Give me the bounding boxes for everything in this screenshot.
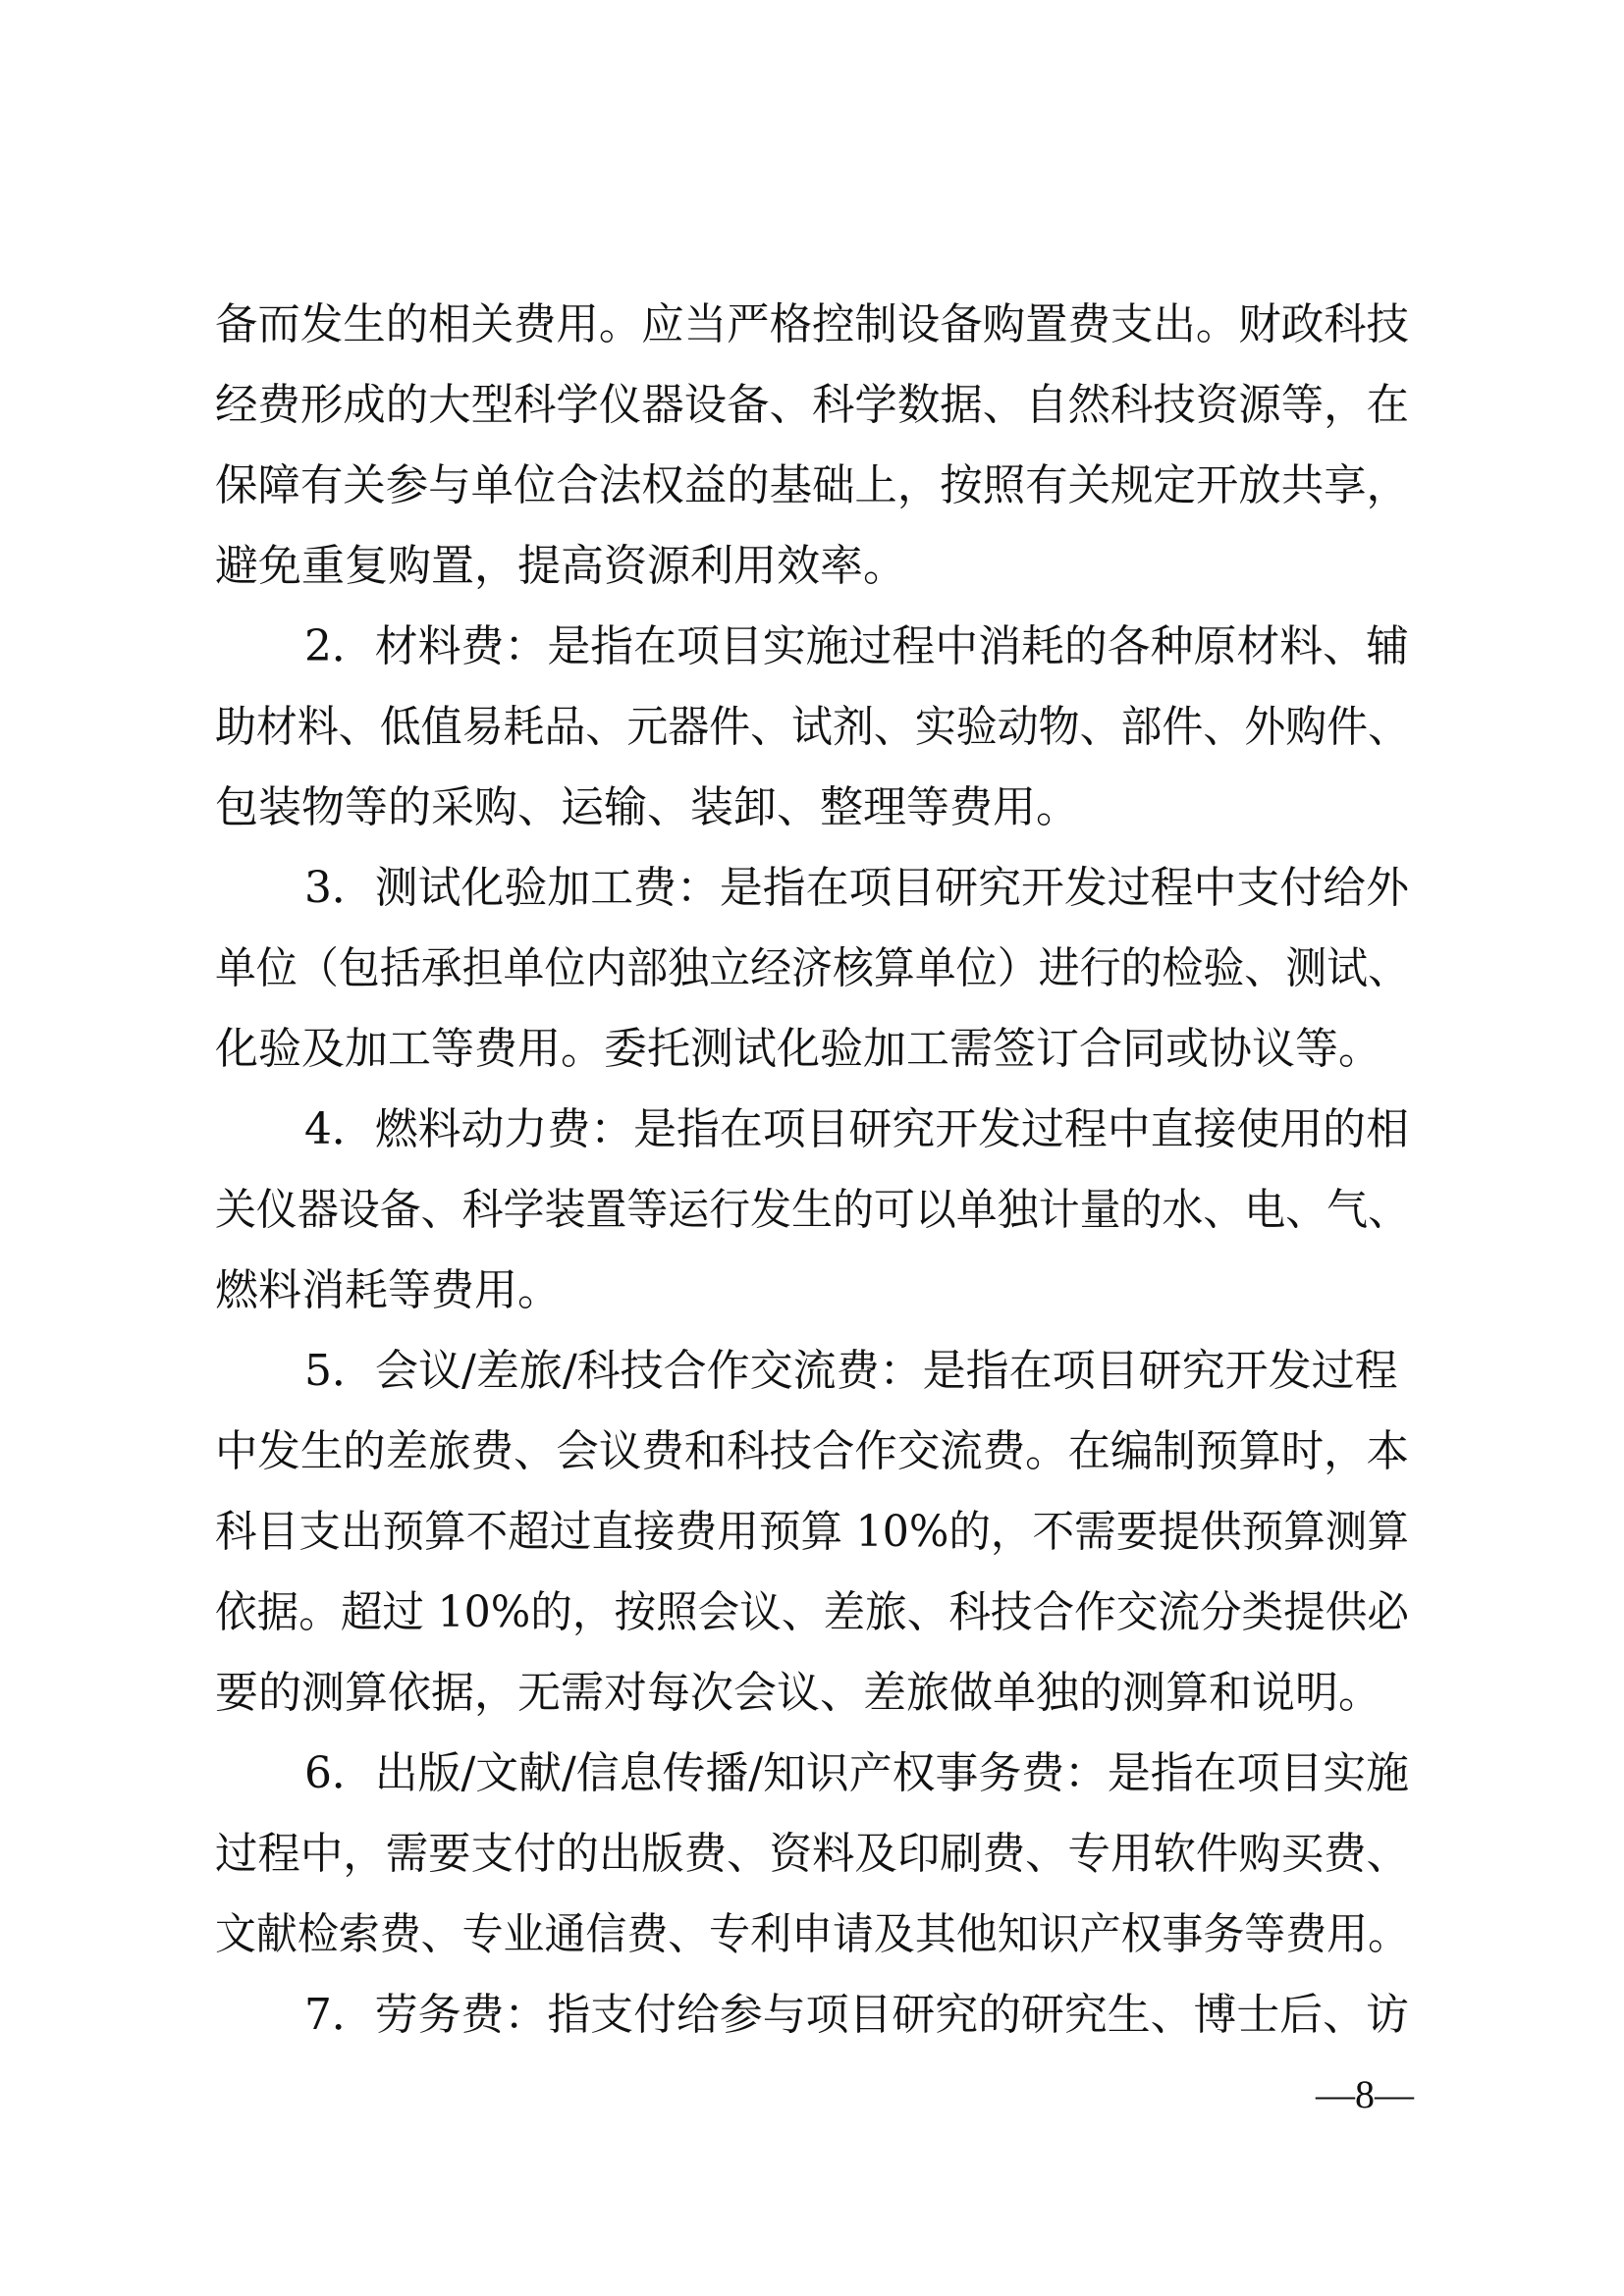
text-line-content: 避免重复购置，提高资源利用效率。 bbox=[215, 541, 906, 591]
text-line bbox=[0, 1493, 1624, 1572]
text-line-content: 6．出版/文献/信息传播/知识产权事务费：是指在项目实施 bbox=[304, 1748, 1409, 1798]
text-line-content: 过程中，需要支付的出版费、资料及印刷费、专用软件购买费、 bbox=[215, 1829, 1409, 1879]
text-line bbox=[0, 1815, 1624, 1894]
text-line-content: 文献检索费、专业通信费、专利申请及其他知识产权事务等费用。 bbox=[215, 1909, 1410, 1959]
text-line bbox=[0, 1010, 1624, 1089]
text-line bbox=[0, 1091, 1624, 1169]
text-line bbox=[0, 930, 1624, 1008]
text-line bbox=[0, 1413, 1624, 1491]
text-line-content: 中发生的差旅费、会议费和科技合作交流费。在编制预算时，本 bbox=[215, 1426, 1409, 1476]
text-line bbox=[0, 849, 1624, 928]
text-line-content: 关仪器设备、科学装置等运行发生的可以单独计量的水、电、气、 bbox=[215, 1185, 1410, 1235]
text-line-content: 备而发生的相关费用。应当严格控制设备购置费支出。财政科技 bbox=[215, 299, 1409, 349]
text-line-content: 化验及加工等费用。委托测试化验加工需签订合同或协议等。 bbox=[215, 1024, 1381, 1074]
text-line-content: 单位（包括承担单位内部独立经济核算单位）进行的检验、测试、 bbox=[215, 943, 1410, 993]
text-line-content: 5．会议/差旅/科技合作交流费：是指在项目研究开发过程 bbox=[304, 1346, 1398, 1396]
text-line bbox=[0, 1735, 1624, 1813]
text-line-content: 保障有关参与单位合法权益的基础上，按照有关规定开放共享， bbox=[215, 460, 1409, 510]
text-line bbox=[0, 1976, 1624, 2055]
text-line-content: 依据。超过 10%的，按照会议、差旅、科技合作交流分类提供必 bbox=[215, 1587, 1409, 1637]
text-line bbox=[0, 447, 1624, 525]
text-line bbox=[0, 1171, 1624, 1250]
text-line bbox=[0, 527, 1624, 606]
text-line bbox=[0, 1654, 1624, 1733]
text-line bbox=[0, 1896, 1624, 1974]
page-number: —8— bbox=[1316, 2072, 1414, 2116]
text-line-content: 助材料、低值易耗品、元器件、试剂、实验动物、部件、外购件、 bbox=[215, 702, 1410, 752]
text-line-content: 燃料消耗等费用。 bbox=[215, 1265, 561, 1315]
text-line-content: 4．燃料动力费：是指在项目研究开发过程中直接使用的相 bbox=[304, 1104, 1409, 1154]
text-line bbox=[0, 688, 1624, 767]
text-line bbox=[0, 1574, 1624, 1652]
text-line bbox=[0, 608, 1624, 686]
text-line-content: 包装物等的采购、运输、装卸、整理等费用。 bbox=[215, 782, 1079, 832]
text-line-content: 3．测试化验加工费：是指在项目研究开发过程中支付给外 bbox=[304, 863, 1409, 913]
text-line-content: 2．材料费：是指在项目实施过程中消耗的各种原材料、辅 bbox=[304, 621, 1409, 671]
text-line bbox=[0, 769, 1624, 847]
text-line bbox=[0, 1332, 1624, 1411]
text-line bbox=[0, 366, 1624, 445]
text-line-content: 要的测算依据，无需对每次会议、差旅做单独的测算和说明。 bbox=[215, 1668, 1381, 1718]
text-line-content: 经费形成的大型科学仪器设备、科学数据、自然科技资源等，在 bbox=[215, 380, 1409, 430]
text-line bbox=[0, 1252, 1624, 1330]
text-line bbox=[0, 286, 1624, 364]
text-line-content: 科目支出预算不超过直接费用预算 10%的，不需要提供预算测算 bbox=[215, 1507, 1409, 1557]
text-line-content: 7．劳务费：指支付给参与项目研究的研究生、博士后、访 bbox=[304, 1990, 1409, 2040]
